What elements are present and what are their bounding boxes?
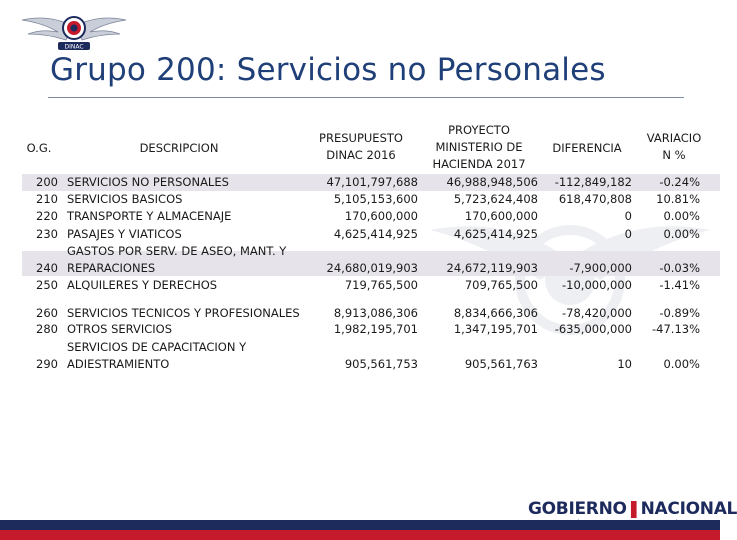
- cell-presupuesto: 8,913,086,306: [333, 306, 418, 320]
- cell-descripcion: PASAJES Y VIATICOS: [67, 227, 182, 241]
- cell-diferencia: 0: [624, 209, 632, 223]
- page-title: Grupo 200: Servicios no Personales: [50, 52, 606, 88]
- header-presupuesto-line2: DINAC 2016: [326, 148, 396, 162]
- cell-descripcion: SERVICIOS TECNICOS Y PROFESIONALES: [67, 306, 300, 320]
- cell-og: 250: [36, 278, 58, 292]
- cell-proyecto: 5,723,624,408: [453, 192, 538, 206]
- cell-proyecto: 709,765,500: [464, 278, 538, 292]
- cell-presupuesto: 47,101,797,688: [326, 175, 418, 189]
- header-diferencia: DIFERENCIA: [552, 141, 622, 155]
- table-row: [0, 321, 720, 338]
- cell-presupuesto: 170,600,000: [344, 209, 418, 223]
- footer-brand-name: [528, 499, 737, 519]
- header-presupuesto-line1: PRESUPUESTO: [319, 131, 403, 145]
- cell-proyecto: 24,672,119,903: [446, 261, 538, 275]
- footer-brand-swoosh-icon: ❚: [626, 499, 641, 519]
- cell-presupuesto: 5,105,153,600: [333, 192, 418, 206]
- cell-og: 200: [36, 175, 58, 189]
- cell-diferencia: -10,000,000: [562, 278, 632, 292]
- cell-descripcion: SERVICIOS NO PERSONALES: [67, 175, 229, 189]
- header-variacion: [638, 130, 710, 164]
- cell-descripcion: ADIESTRAMIENTO: [67, 357, 170, 371]
- cell-presupuesto: 905,561,753: [344, 357, 418, 371]
- table-row: [0, 174, 720, 191]
- cell-og: 210: [36, 192, 58, 206]
- cell-descripcion-line1: SERVICIOS DE CAPACITACION Y: [67, 340, 247, 354]
- cell-variacion: 0.00%: [663, 209, 700, 223]
- cell-descripcion: ALQUILERES Y DERECHOS: [67, 278, 218, 292]
- cell-proyecto: 170,600,000: [464, 209, 538, 223]
- cell-presupuesto: 4,625,414,925: [333, 227, 418, 241]
- cell-variacion: -0.03%: [659, 261, 700, 275]
- cell-presupuesto: 719,765,500: [344, 278, 418, 292]
- table-row: [0, 208, 720, 225]
- cell-presupuesto: 1,982,195,701: [333, 322, 418, 336]
- cell-variacion: -0.89%: [659, 306, 700, 320]
- table-row: [0, 191, 720, 208]
- cell-variacion: -1.41%: [659, 278, 700, 292]
- header-proyecto-line1: PROYECTO: [448, 123, 510, 137]
- dinac-logo: [18, 6, 130, 54]
- cell-og: 230: [36, 227, 58, 241]
- cell-diferencia: -635,000,000: [554, 322, 632, 336]
- header-variacion-line2: N %: [662, 148, 686, 162]
- footer-brand-part1: GOBIERNO: [528, 499, 627, 519]
- header-og: O.G.: [26, 141, 52, 155]
- footer-brand-part2: NACIONAL: [640, 499, 737, 519]
- cell-descripcion: TRANSPORTE Y ALMACENAJE: [67, 209, 232, 223]
- table-row: [0, 226, 720, 243]
- cell-diferencia: -112,849,182: [554, 175, 632, 189]
- cell-variacion: 0.00%: [663, 357, 700, 371]
- header-variacion-line1: VARIACIO: [646, 131, 702, 145]
- cell-proyecto: 905,561,763: [464, 357, 538, 371]
- cell-descripcion: SERVICIOS BASICOS: [67, 192, 183, 206]
- cell-diferencia: 10: [617, 357, 632, 371]
- table-row: [0, 356, 720, 373]
- header-proyecto: [418, 122, 540, 173]
- cell-proyecto: 46,988,948,506: [446, 175, 538, 189]
- header-proyecto-line3: HACIENDA 2017: [432, 157, 526, 171]
- cell-descripcion-line1: GASTOS POR SERV. DE ASEO, MANT. Y: [67, 244, 287, 258]
- footer-stripe-blue: [0, 520, 720, 530]
- cell-og: 240: [36, 261, 58, 275]
- cell-og: 260: [36, 306, 58, 320]
- table-row: [0, 260, 720, 277]
- cell-og: 290: [36, 357, 58, 371]
- footer-stripe-red: [0, 530, 720, 540]
- header-descripcion: DESCRIPCION: [139, 141, 219, 155]
- cell-og: 220: [36, 209, 58, 223]
- table-row: [0, 277, 720, 294]
- cell-variacion: 0.00%: [663, 227, 700, 241]
- cell-diferencia: -7,900,000: [569, 261, 632, 275]
- cell-descripcion: REPARACIONES: [67, 261, 156, 275]
- cell-proyecto: 4,625,414,925: [453, 227, 538, 241]
- logo-text: DINAC: [64, 43, 84, 51]
- header-presupuesto: [305, 130, 417, 164]
- cell-variacion: -47.13%: [652, 322, 700, 336]
- cell-descripcion: OTROS SERVICIOS: [67, 322, 173, 336]
- cell-variacion: 10.81%: [656, 192, 700, 206]
- cell-presupuesto: 24,680,019,903: [326, 261, 418, 275]
- cell-diferencia: 618,470,808: [558, 192, 632, 206]
- cell-diferencia: 0: [624, 227, 632, 241]
- header-proyecto-line2: MINISTERIO DE: [435, 140, 523, 154]
- cell-proyecto: 8,834,666,306: [453, 306, 538, 320]
- table-row: [0, 305, 720, 322]
- cell-variacion: -0.24%: [659, 175, 700, 189]
- title-divider: [48, 97, 684, 98]
- cell-diferencia: -78,420,000: [562, 306, 632, 320]
- cell-proyecto: 1,347,195,701: [453, 322, 538, 336]
- cell-og: 280: [36, 322, 58, 336]
